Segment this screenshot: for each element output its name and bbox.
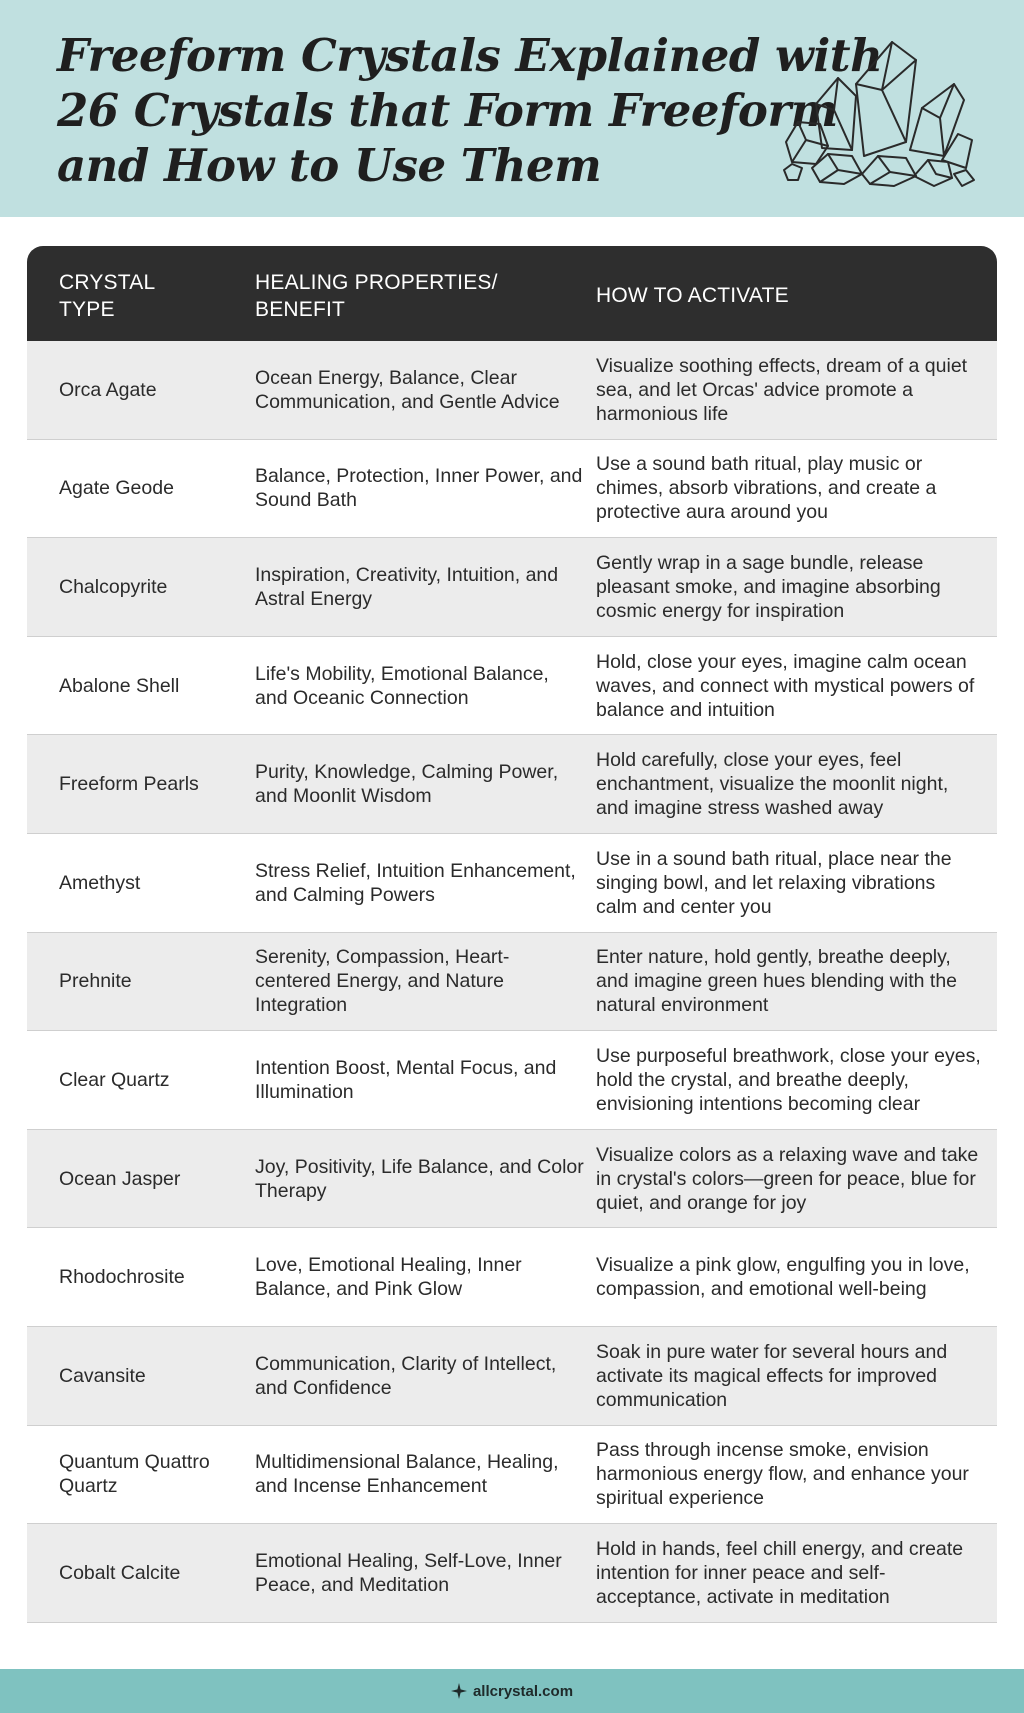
cell-healing-properties: Serenity, Compassion, Heart-centered Energy, and Nature Integration (255, 946, 510, 1017)
table-row (27, 1130, 997, 1229)
cell-crystal-type: Orca Agate (59, 378, 157, 401)
table-row (27, 933, 997, 1032)
cell-healing-properties: Inspiration, Creativity, Intuition, and Astral Energy (255, 563, 559, 610)
cell-healing-properties: Joy, Positivity, Life Balance, and Color Therapy (255, 1155, 584, 1202)
table-header (27, 246, 997, 341)
table-row (27, 341, 997, 440)
cell-crystal-type: Amethyst (59, 871, 141, 894)
cell-crystal-type: Cobalt Calcite (59, 1561, 181, 1584)
table-row (27, 834, 997, 933)
cell-how-to-activate: Pass through incense smoke, envision harmonious energy flow, and enhance your spiritual experience (596, 1439, 969, 1510)
table-row (27, 735, 997, 834)
cell-how-to-activate: Hold, close your eyes, imagine calm ocean waves, and connect with mystical powers of balance and intuition (596, 650, 975, 721)
cell-crystal-type: Rhodochrosite (59, 1266, 185, 1289)
cell-healing-properties: Life's Mobility, Emotional Balance, and Oceanic Connection (255, 662, 549, 709)
crystal-table (27, 246, 997, 1623)
crystal-cluster-icon (782, 38, 977, 188)
cell-healing-properties: Love, Emotional Healing, Inner Balance, and Pink Glow (255, 1254, 522, 1301)
sparkle-icon (451, 1683, 467, 1699)
cell-healing-properties: Purity, Knowledge, Calming Power, and Moonlit Wisdom (255, 761, 559, 808)
table-row (27, 440, 997, 539)
table-row (27, 538, 997, 637)
cell-crystal-type: Quantum Quattro Quartz (59, 1451, 210, 1498)
cell-how-to-activate: Hold in hands, feel chill energy, and create intention for inner peace and self-acceptance, activate in meditation (596, 1537, 964, 1608)
cell-crystal-type: Ocean Jasper (59, 1167, 181, 1190)
table-row (27, 637, 997, 736)
cell-healing-properties: Ocean Energy, Balance, Clear Communication, and Gentle Advice (255, 366, 560, 413)
column-header-healing-properties: HEALING PROPERTIES/ BENEFIT (255, 271, 498, 321)
cell-healing-properties: Emotional Healing, Self-Love, Inner Peace, and Meditation (255, 1549, 562, 1596)
cell-crystal-type: Freeform Pearls (59, 773, 199, 796)
cell-how-to-activate: Use purposeful breathwork, close your eyes, hold the crystal, and breathe deeply, envisioning intentions becoming clear (596, 1044, 981, 1115)
cell-healing-properties: Intention Boost, Mental Focus, and Illumination (255, 1056, 557, 1103)
cell-crystal-type: Abalone Shell (59, 674, 180, 697)
cell-how-to-activate: Use a sound bath ritual, play music or chimes, absorb vibrations, and create a protective aura around you (596, 453, 937, 524)
cell-crystal-type: Agate Geode (59, 477, 174, 500)
column-header-crystal-type: CRYSTAL TYPE (59, 271, 155, 321)
table-row (27, 1524, 997, 1623)
table-row (27, 1327, 997, 1426)
cell-how-to-activate: Visualize colors as a relaxing wave and take in crystal's colors—green for peace, blue for quiet, and orange for joy (596, 1143, 979, 1214)
footer-brand (451, 1683, 573, 1700)
cell-healing-properties: Stress Relief, Intuition Enhancement, and Calming Powers (255, 859, 576, 906)
header-banner (0, 0, 1024, 217)
cell-healing-properties: Multidimensional Balance, Healing, and Incense Enhancement (255, 1451, 559, 1498)
cell-how-to-activate: Hold carefully, close your eyes, feel enchantment, visualize the moonlit night, and imagine stress washed away (596, 749, 949, 820)
title-line-3: and How to Use Them (57, 139, 602, 192)
table-row (27, 1228, 997, 1327)
cell-how-to-activate: Enter nature, hold gently, breathe deeply, and imagine green hues blending with the natural environment (596, 946, 958, 1017)
table-row (27, 1426, 997, 1525)
cell-crystal-type: Clear Quartz (59, 1068, 170, 1091)
cell-healing-properties: Communication, Clarity of Intellect, and Confidence (255, 1352, 557, 1399)
title-line-2: 26 Crystals that Form Freeform (57, 84, 838, 137)
cell-how-to-activate: Visualize a pink glow, engulfing you in love, compassion, and emotional well-being (596, 1254, 970, 1301)
cell-how-to-activate: Gently wrap in a sage bundle, release pleasant smoke, and imagine absorbing cosmic energy for inspiration (596, 551, 941, 622)
cell-crystal-type: Cavansite (59, 1364, 146, 1387)
cell-how-to-activate: Use in a sound bath ritual, place near the singing bowl, and let relaxing vibrations calm and center you (596, 847, 952, 918)
table-row (27, 1031, 997, 1130)
footer-bar (0, 1669, 1024, 1713)
page-title (57, 28, 883, 193)
cell-crystal-type: Chalcopyrite (59, 575, 168, 598)
cell-how-to-activate: Soak in pure water for several hours and activate its magical effects for improved communication (596, 1340, 948, 1411)
cell-how-to-activate: Visualize soothing effects, dream of a quiet sea, and let Orcas' advice promote a harmonious life (596, 354, 968, 425)
cell-crystal-type: Prehnite (59, 970, 132, 993)
table-body (27, 341, 997, 1623)
title-line-1: Freeform Crystals Explained with (57, 29, 883, 82)
cell-healing-properties: Balance, Protection, Inner Power, and Sound Bath (255, 465, 583, 512)
footer-site-name: allcrystal.com (472, 1682, 574, 1700)
column-header-how-to-activate: HOW TO ACTIVATE (596, 284, 789, 307)
